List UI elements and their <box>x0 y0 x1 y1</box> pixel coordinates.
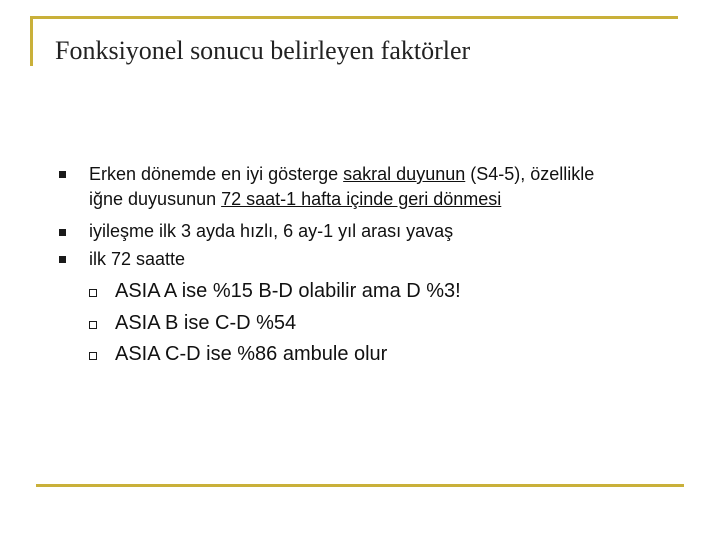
bullet-square-icon <box>59 229 66 236</box>
bullet-1-line-1 <box>89 164 594 185</box>
bullet-3: ilk 72 saatte <box>89 249 186 269</box>
bullet-1-underlined-2: 72 saat-1 hafta içinde geri dönmesi <box>221 189 502 209</box>
bullet-2: iyileşme ilk 3 ayda hızlı, 6 ay-1 yıl arası yavaş <box>89 221 454 241</box>
bullet-square-icon <box>59 171 66 178</box>
sub-bullet-1: ASIA A ise %15 B-D olabilir ama D %3! <box>115 280 461 302</box>
bullet-1-underlined: sakral duyunun <box>343 164 466 184</box>
bullet-1-text-2: iğne duyusunun <box>89 189 222 209</box>
sub-bullet-2: ASIA B ise C-D %54 <box>115 312 297 334</box>
slide-title: Fonksiyonel sonucu belirleyen faktörler <box>55 36 471 65</box>
hollow-square-icon <box>89 352 97 360</box>
bullet-square-icon <box>59 256 66 263</box>
bullet-1-line-2 <box>89 189 501 210</box>
sub-bullet-3: ASIA C-D ise %86 ambule olur <box>115 343 388 365</box>
bullet-1-text-end: (S4-5), özellikle <box>465 164 595 184</box>
hollow-square-icon <box>89 289 97 297</box>
bullet-1-text: Erken dönemde en iyi gösterge <box>89 164 344 184</box>
hollow-square-icon <box>89 321 97 329</box>
